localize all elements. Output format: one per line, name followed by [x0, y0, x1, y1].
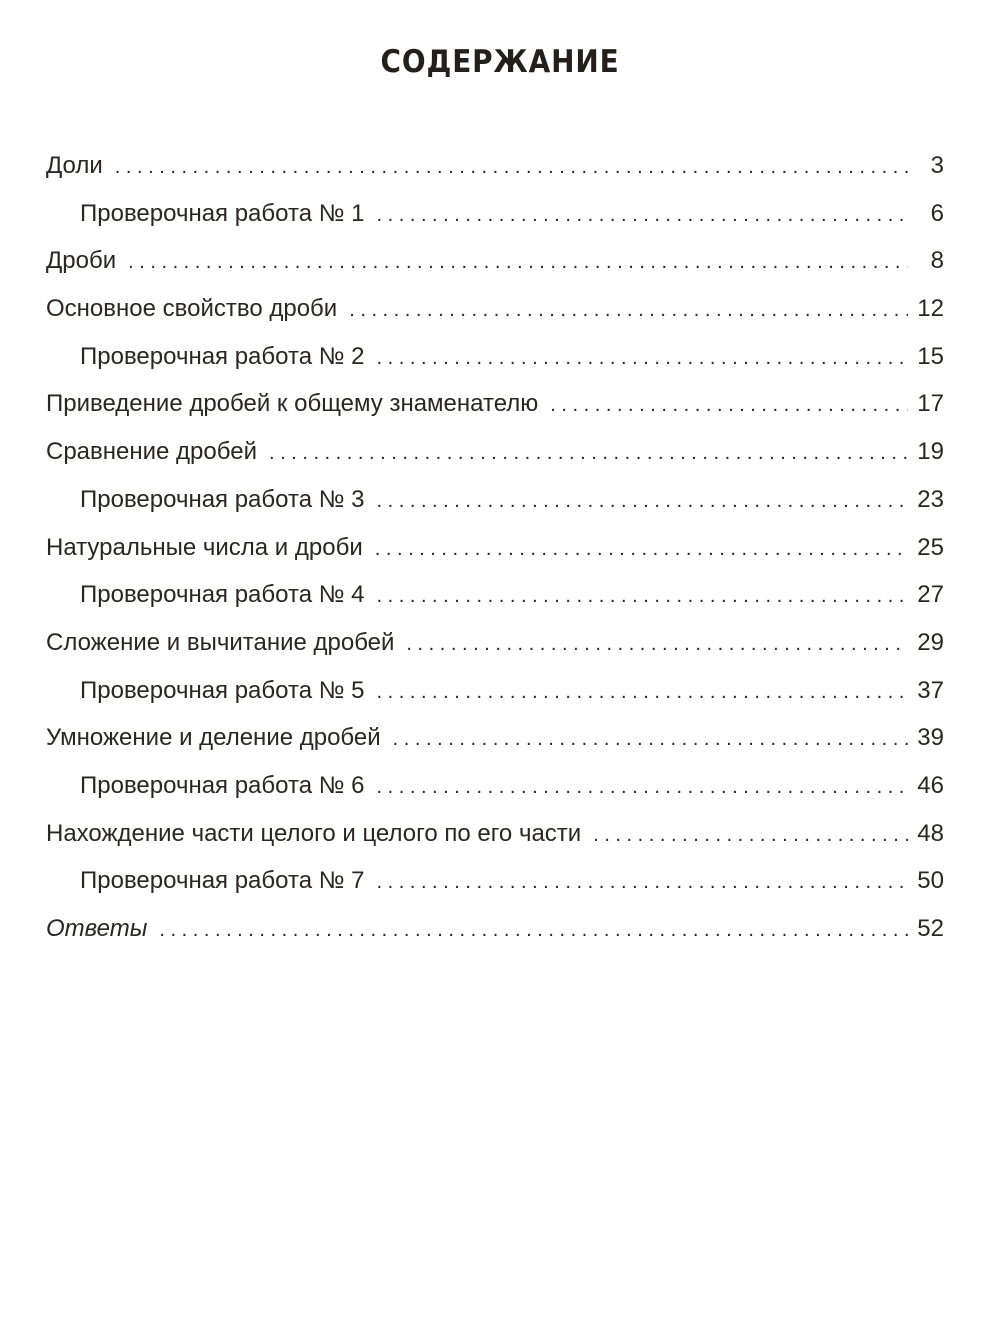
toc-entry-page-number: 25: [917, 533, 944, 561]
toc-entry[interactable]: [46, 333, 944, 381]
toc-dot-leader: [550, 382, 908, 430]
toc-entry-title: Дроби: [46, 247, 117, 275]
toc-entry-page-number: 48: [917, 819, 944, 847]
toc-entry[interactable]: [46, 714, 944, 762]
toc-entry[interactable]: [46, 667, 944, 715]
toc-dot-leader: [406, 621, 908, 669]
toc-entry[interactable]: [46, 619, 944, 667]
toc-entry[interactable]: [46, 428, 944, 476]
toc-entry-page-number: 39: [917, 724, 944, 752]
toc-entry-title: Основное свойство дроби: [46, 295, 338, 323]
toc-dot-leader: [593, 812, 908, 860]
toc-entry-page-number: 12: [917, 295, 944, 323]
toc-entry-title: Доли: [46, 152, 103, 179]
toc-entry[interactable]: [46, 380, 944, 428]
toc-dot-leader: [159, 907, 908, 955]
toc-entry-page-number: 8: [930, 247, 944, 275]
toc-entry-title: Проверочная работа № 7: [80, 867, 365, 895]
toc-entry-page-number: 23: [917, 485, 944, 513]
toc-entry-title: Сравнение дробей: [46, 438, 257, 466]
toc-entry[interactable]: [46, 810, 944, 858]
toc-dot-leader: [115, 144, 908, 192]
toc-entry-page-number: 17: [917, 390, 944, 418]
toc-dot-leader: [349, 287, 908, 335]
toc-entry-title: Проверочная работа № 1: [80, 199, 365, 227]
toc-dot-leader: [376, 764, 908, 812]
toc-entry-page-number: 3: [930, 152, 944, 179]
toc-dot-leader: [128, 239, 908, 287]
toc-entry-page-number: 46: [917, 771, 944, 799]
toc-entry[interactable]: [46, 142, 944, 190]
toc-entry[interactable]: [46, 905, 944, 953]
toc-entry-title: Ответы: [46, 915, 148, 942]
toc-entry[interactable]: [46, 857, 944, 905]
toc-entry[interactable]: [46, 237, 944, 285]
page-title: СОДЕРЖАНИЕ: [380, 44, 620, 80]
toc-dot-leader: [376, 859, 908, 907]
toc-dot-leader: [376, 573, 908, 621]
toc-entry[interactable]: [46, 524, 944, 572]
toc-entry-page-number: 52: [917, 915, 944, 942]
toc-entry-page-number: 29: [917, 628, 944, 656]
toc-entry-page-number: 6: [930, 199, 944, 227]
toc-entry-title: Проверочная работа № 5: [80, 676, 365, 704]
toc-dot-leader: [376, 478, 908, 526]
toc-entry-title: Сложение и вычитание дробей: [46, 628, 395, 656]
toc-entry-page-number: 27: [917, 581, 944, 609]
toc-entry-title: Умножение и деление дробей: [46, 724, 381, 752]
toc-dot-leader: [375, 526, 908, 574]
toc-entry[interactable]: [46, 571, 944, 619]
toc-dot-leader: [376, 192, 908, 240]
toc-entry-title: Проверочная работа № 3: [80, 485, 365, 513]
toc-entry-page-number: 19: [917, 438, 944, 466]
table-of-contents: [46, 142, 944, 953]
toc-entry[interactable]: [46, 762, 944, 810]
toc-entry-title: Проверочная работа № 2: [80, 342, 365, 370]
toc-entry-page-number: 37: [917, 676, 944, 704]
toc-dot-leader: [376, 669, 908, 717]
toc-entry[interactable]: [46, 285, 944, 333]
toc-dot-leader: [393, 716, 908, 764]
toc-entry-page-number: 50: [917, 867, 944, 895]
toc-entry-title: Приведение дробей к общему знаменателю: [46, 390, 539, 418]
toc-dot-leader: [376, 335, 908, 383]
toc-entry[interactable]: [46, 190, 944, 238]
toc-entry-page-number: 15: [917, 342, 944, 370]
toc-dot-leader: [269, 430, 908, 478]
toc-entry-title: Проверочная работа № 6: [80, 771, 365, 799]
toc-entry-title: Нахождение части целого и целого по его части: [46, 819, 582, 847]
toc-entry-title: Проверочная работа № 4: [80, 581, 365, 609]
toc-entry[interactable]: [46, 476, 944, 524]
toc-entry-title: Натуральные числа и дроби: [46, 533, 363, 561]
